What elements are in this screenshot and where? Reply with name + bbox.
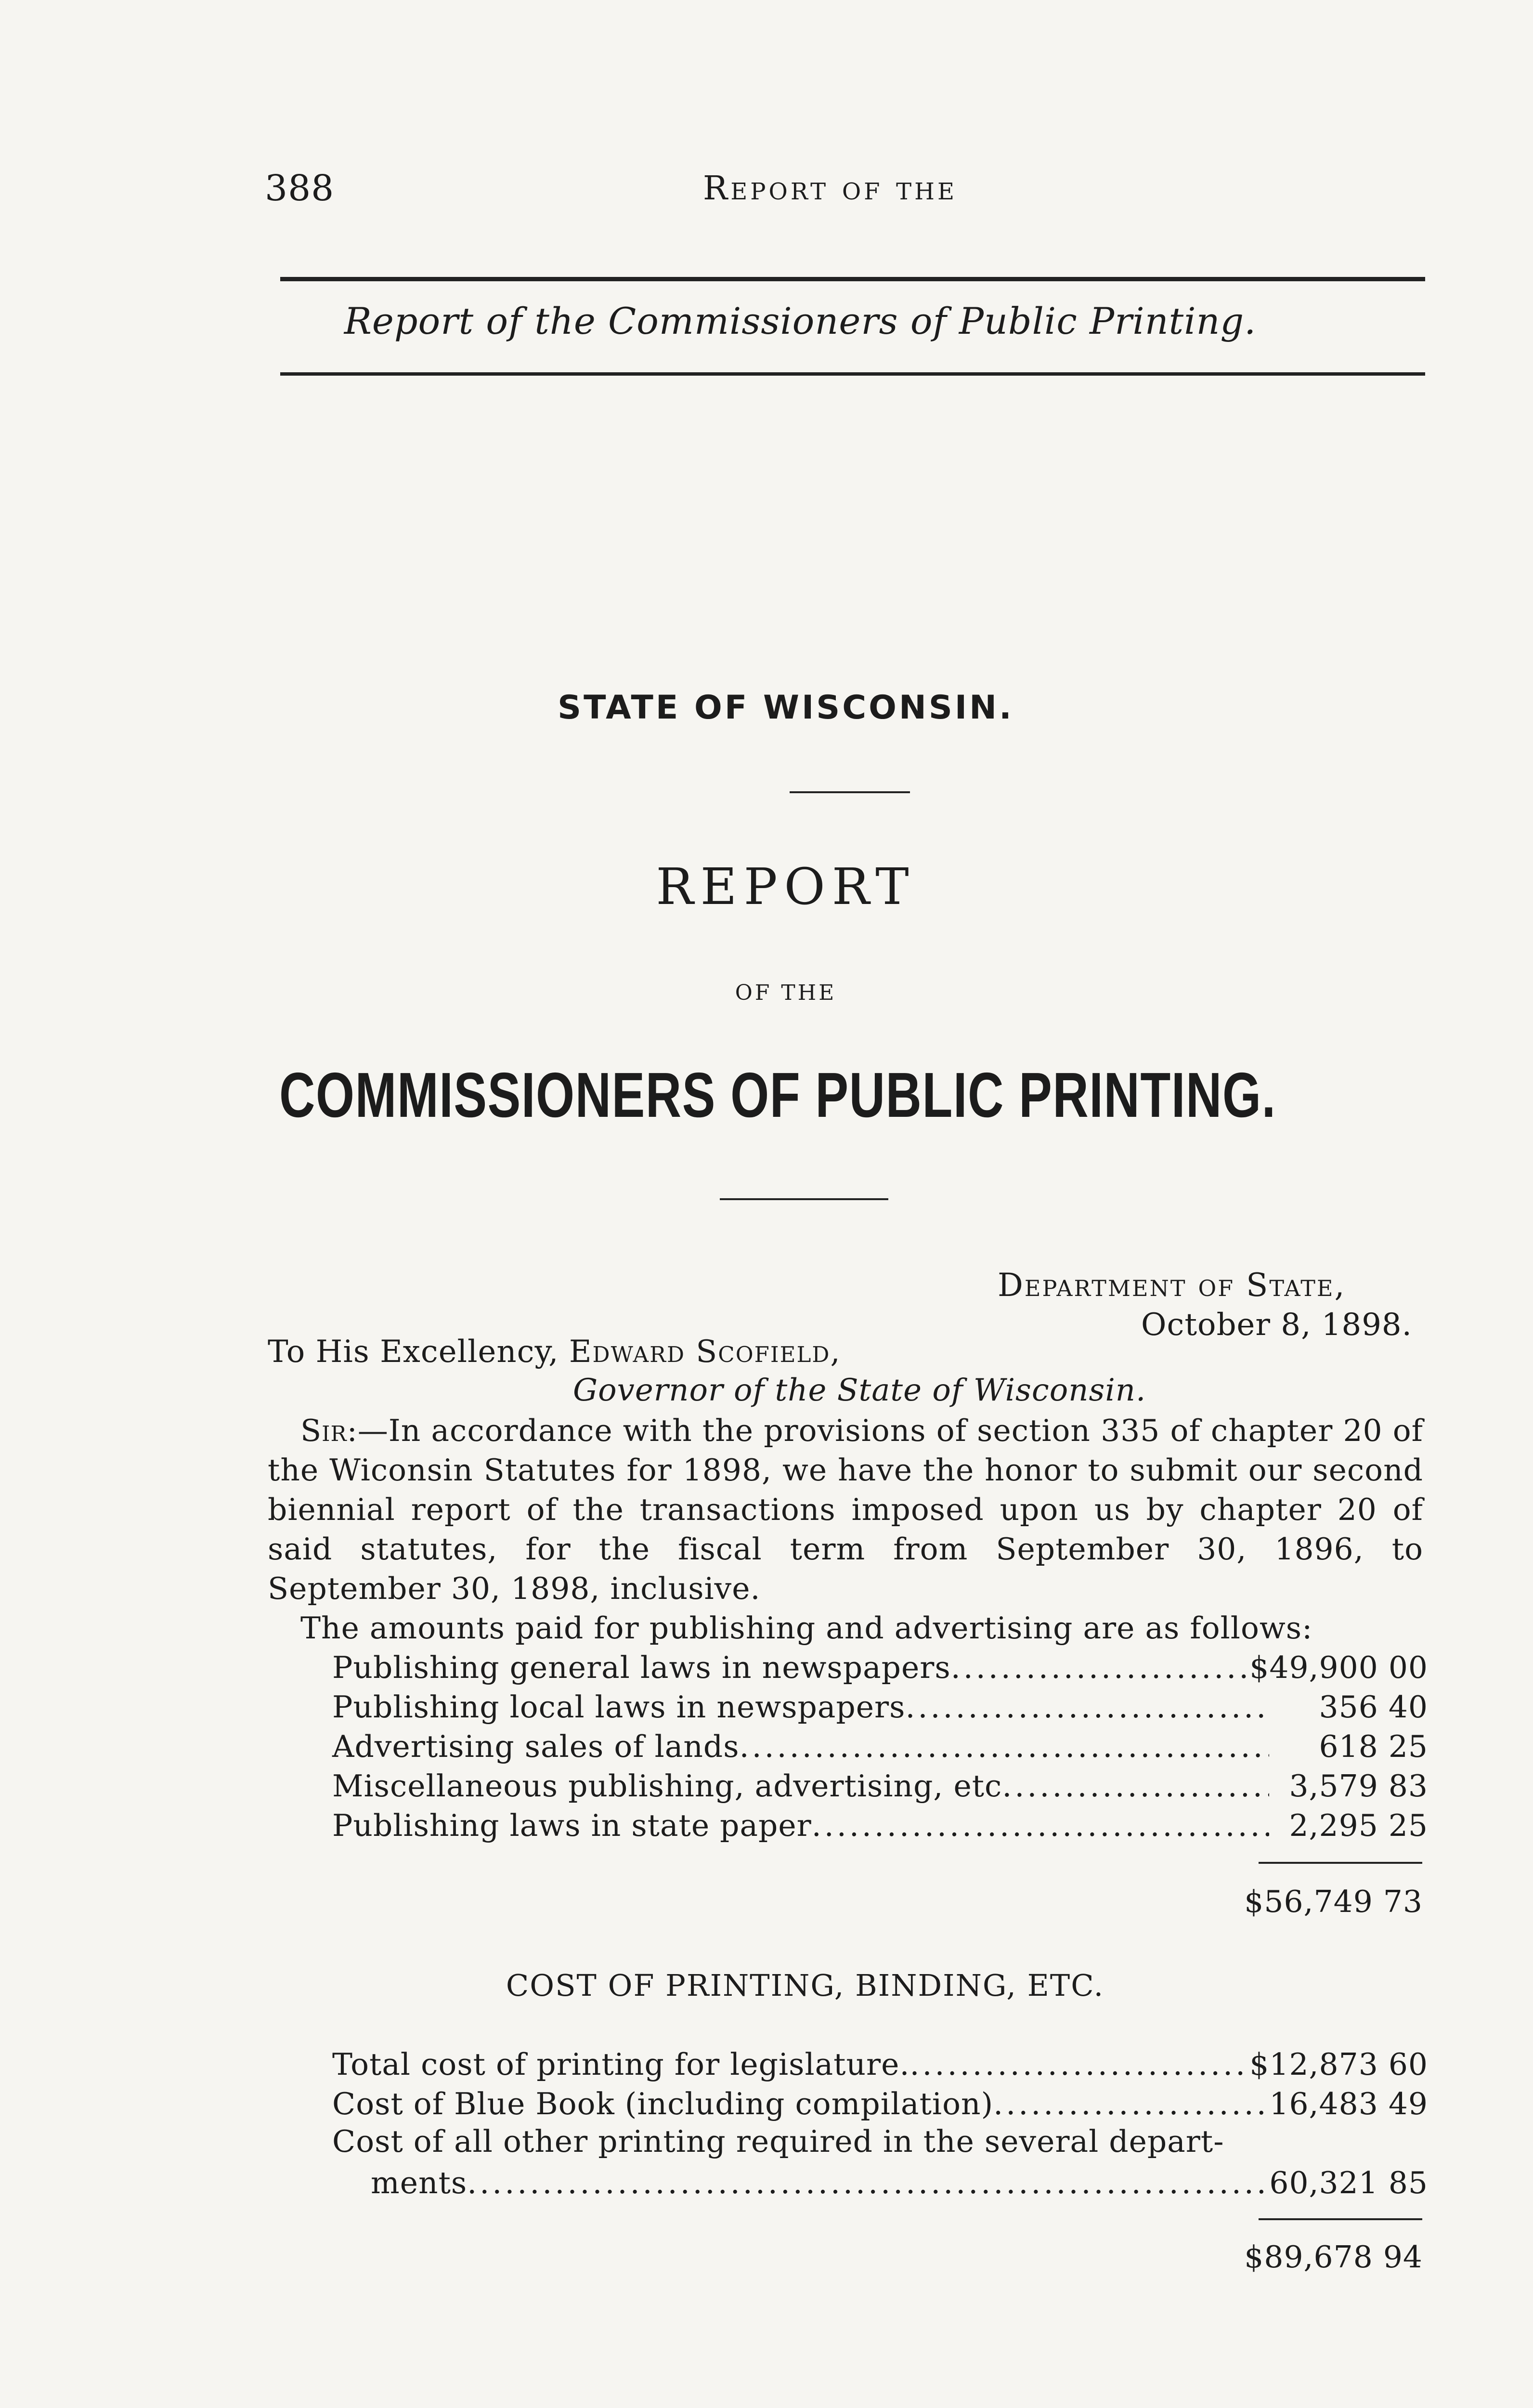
dot-leader [910, 2045, 1250, 2084]
salutation [268, 1334, 841, 1370]
salutation-to: To His Excellency, [268, 1334, 559, 1370]
item-label: Publishing general laws in newspapers [332, 1650, 951, 1685]
department-line: Department of State, [998, 1267, 1346, 1304]
divider-rule [790, 791, 910, 793]
item-amount: 16,483 49 [1269, 2086, 1428, 2121]
body-paragraph [268, 1411, 1423, 1609]
dot-leader [951, 1648, 1250, 1688]
divider-rule [720, 1198, 888, 1200]
list-item [332, 1688, 1428, 1727]
publishing-total: $56,749 73 [1244, 1884, 1423, 1919]
item-label: Publishing laws in state paper [332, 1808, 812, 1843]
list-item [332, 2045, 1428, 2084]
list-item [332, 1767, 1428, 1806]
state-heading: STATE OF WISCONSIN. [558, 689, 1014, 727]
item-label: Publishing local laws in newspapers [332, 1689, 906, 1725]
item-label: ments [371, 2165, 468, 2200]
item-amount: 60,321 85 [1269, 2165, 1428, 2200]
of-the-heading: OF THE [735, 981, 837, 1005]
commissioners-heading: COMMISSIONERS OF PUBLIC PRINTING. [279, 1060, 1276, 1130]
governor-name: Edward Scofield, [569, 1334, 841, 1370]
item-amount: 356 40 [1319, 1689, 1428, 1725]
paragraph-text: :—In accordance with the provisions of section 335 of chapter 20 of the Wiconsin Statutes for 1898, we have the honor to submit our second biennial report of the transactions imposed upon us by chapter 20 of said statutes, for the fiscal term from September 30, 1896, to September 30, 1898, inclusive. [268, 1413, 1423, 1606]
item-amount: 618 25 [1319, 1729, 1428, 1764]
running-title: Report of the Commissioners of Public Printing. [344, 300, 1257, 342]
list-item [371, 2163, 1428, 2203]
list-item [332, 2084, 1428, 2124]
item-amount: 3,579 83 [1289, 1768, 1428, 1804]
item-amount: 2,295 25 [1289, 1808, 1428, 1843]
page-number: 388 [265, 168, 335, 209]
item-label: Cost of Blue Book (including compilation) [332, 2086, 994, 2121]
item-amount: $12,873 60 [1249, 2047, 1428, 2082]
section-heading: COST OF PRINTING, BINDING, ETC. [506, 1968, 1104, 2003]
list-item [332, 1648, 1428, 1688]
report-heading: REPORT [656, 857, 916, 916]
dot-leader [812, 1806, 1269, 1845]
item-label: Total cost of printing for legislature. [332, 2047, 910, 2082]
letter-date: October 8, 1898. [1141, 1307, 1412, 1343]
list-item [332, 1806, 1428, 1845]
item-label: Miscellaneous publishing, advertising, etc [332, 1768, 1002, 1804]
dot-leader [467, 2163, 1269, 2203]
sir-salutation: Sir [300, 1413, 347, 1448]
running-head: Report of the [703, 170, 957, 208]
dot-leader [740, 1727, 1269, 1767]
printing-total: $89,678 94 [1244, 2239, 1423, 2275]
body-paragraph: The amounts paid for publishing and advertising are as follows: [300, 1610, 1313, 1646]
governor-title: Governor of the State of Wisconsin. [573, 1373, 1146, 1408]
item-label: Advertising sales of lands [332, 1729, 740, 1764]
sum-rule [1259, 1862, 1422, 1864]
dot-leader [905, 1688, 1269, 1727]
item-label-continued: Cost of all other printing required in the several depart- [332, 2124, 1224, 2159]
item-amount: $49,900 00 [1249, 1650, 1428, 1685]
dot-leader [1002, 1767, 1269, 1806]
dot-leader [993, 2084, 1269, 2124]
header-rule-top [280, 277, 1425, 281]
header-rule-bottom [280, 372, 1425, 376]
sum-rule [1259, 2218, 1422, 2220]
list-item [332, 1727, 1428, 1767]
